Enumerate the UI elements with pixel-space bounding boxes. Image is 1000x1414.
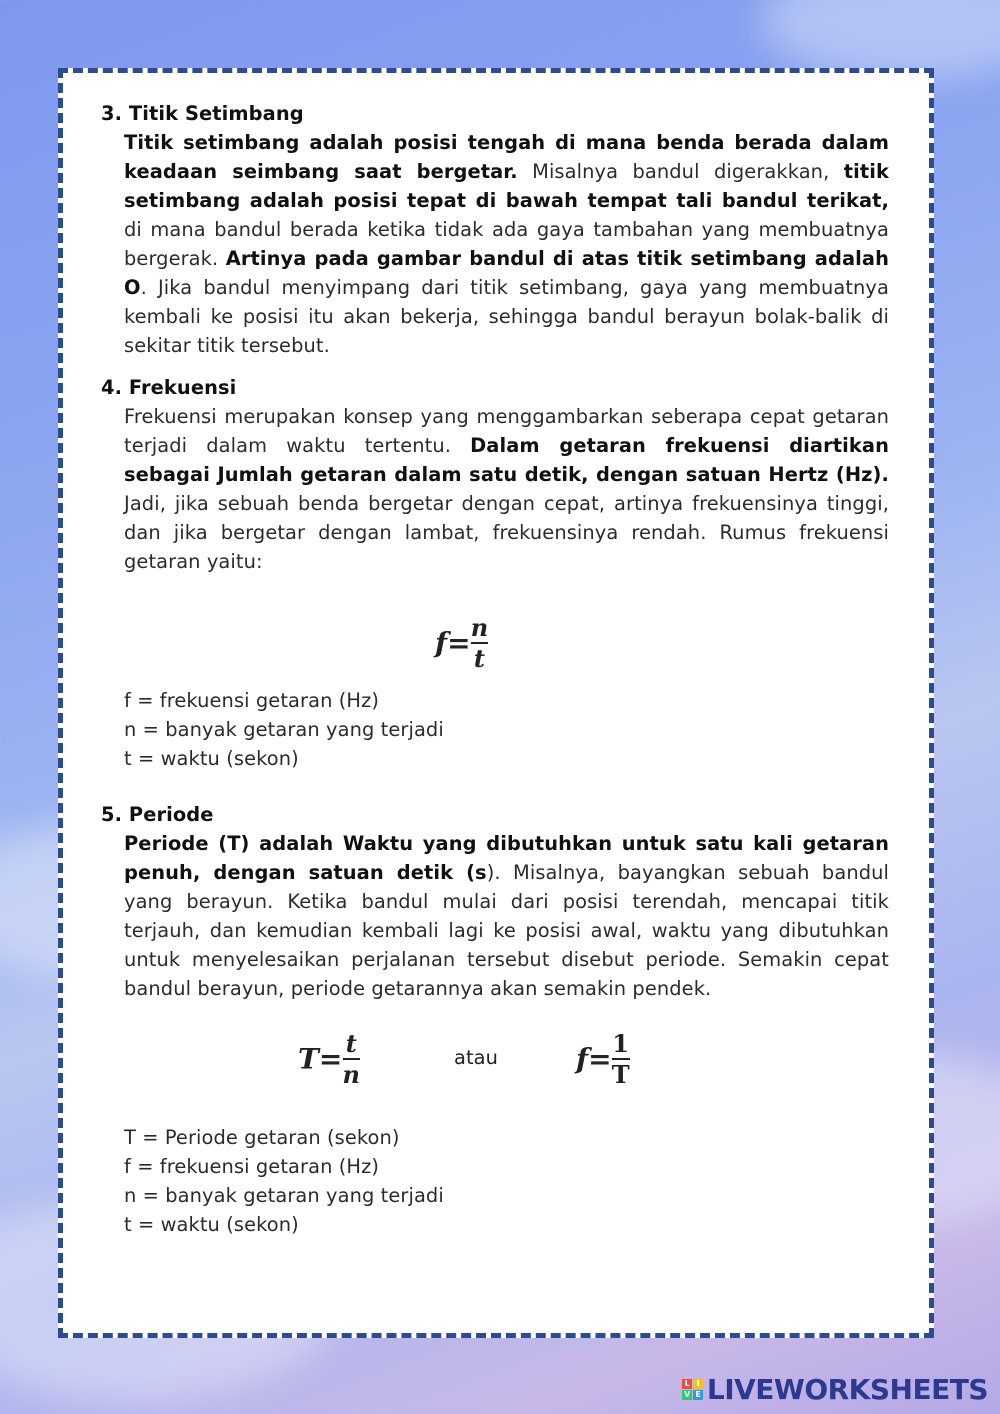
logo-icon: L I V E [682,1379,703,1400]
bold-text-run: Artinya pada gambar bandul di atas titik setimbang adalah O [124,247,889,299]
section-periode [101,800,889,1239]
section-title: 3. Titik Setimbang [101,102,304,125]
brand-name: LIVEWORKSHEETS [706,1373,988,1406]
formula-numerator: n [470,613,489,642]
frequency-period-formula: f= $\frac{1}{T}$ [576,1029,630,1089]
definition-item: n = banyak getaran yang terjadi [124,718,444,741]
formula-denominator: t [473,644,486,673]
formula-lhs: f= [435,626,471,660]
text-run: di mana bandul berada ketika tidak ada gaya tambahan yang membuatnya bergerak. [124,218,889,270]
definition-list [124,1123,889,1239]
worksheet-content [101,99,889,1239]
definition-item: T = Periode getaran (sekon) [124,1126,400,1149]
section-title: 5. Periode [101,803,214,826]
period-formulas [101,1003,889,1123]
section-frekuensi [101,373,889,773]
section-titik-setimbang [101,99,889,360]
section-title: 4. Frekuensi [101,376,237,399]
definition-item: n = banyak getaran yang terjadi [124,1184,444,1207]
bold-text-run: Titik setimbang adalah posisi tengah di mana benda berada dalam keadaan seimbang saat bergetar. [124,131,889,183]
definition-item: f = frekuensi getaran (Hz) [124,689,380,712]
bold-text-run: Periode (T) adalah Waktu yang dibutuhkan untuk satu kali getaran penuh, dengan satuan detik (s [124,832,889,884]
text-run: Frekuensi merupakan konsep yang menggambarkan seberapa cepat getaran terjadi dalam waktu tertentu. [124,405,889,457]
text-run: . Jika bandul menyimpang dari titik setimbang, gaya yang membuatnya kembali ke posisi itu akan bekerja, sehingga bandul berayun bolak-balik di sekitar titik tersebut. [124,276,889,357]
frequency-formula [101,576,889,686]
text-run: ). Misalnya, bayangkan sebuah bandul yang berayun. Ketika bandul mulai dari posisi terendah, mencapai titik terjauh, dan kemudian kembali lagi ke posisi awal, waktu yang dibutuhkan untuk menyelesaikan perjalanan tersebut disebut periode. Semakin cepat bandul berayun, periode getarannya akan semakin pendek. [124,861,890,1000]
liveworksheets-logo [682,1373,988,1406]
formula-connector: atau [454,1046,499,1069]
definition-item: f = frekuensi getaran (Hz) [124,1155,380,1178]
section-paragraph [124,402,889,576]
text-run: Misalnya bandul digerakkan, [517,160,844,183]
definition-item: t = waktu (sekon) [124,747,299,770]
definition-list [124,686,889,773]
section-paragraph [124,829,889,1003]
text-run: Jadi, jika sebuah benda bergetar dengan cepat, artinya frekuensinya tinggi, dan jika bergetar dengan lambat, frekuensinya rendah. Rumus frekuensi getaran yaitu: [124,492,889,573]
bold-text-run: Dalam getaran frekuensi diartikan sebagai Jumlah getaran dalam satu detik, dengan satuan Hertz (Hz). [124,434,889,486]
section-paragraph [124,128,889,360]
bold-text-run: titik setimbang adalah posisi tepat di bawah tempat tali bandul terikat, [124,160,890,212]
worksheet-card [58,68,934,1338]
period-formula: T= $\frac{t}{n}$ [298,1029,361,1089]
definition-item: t = waktu (sekon) [124,1213,299,1236]
